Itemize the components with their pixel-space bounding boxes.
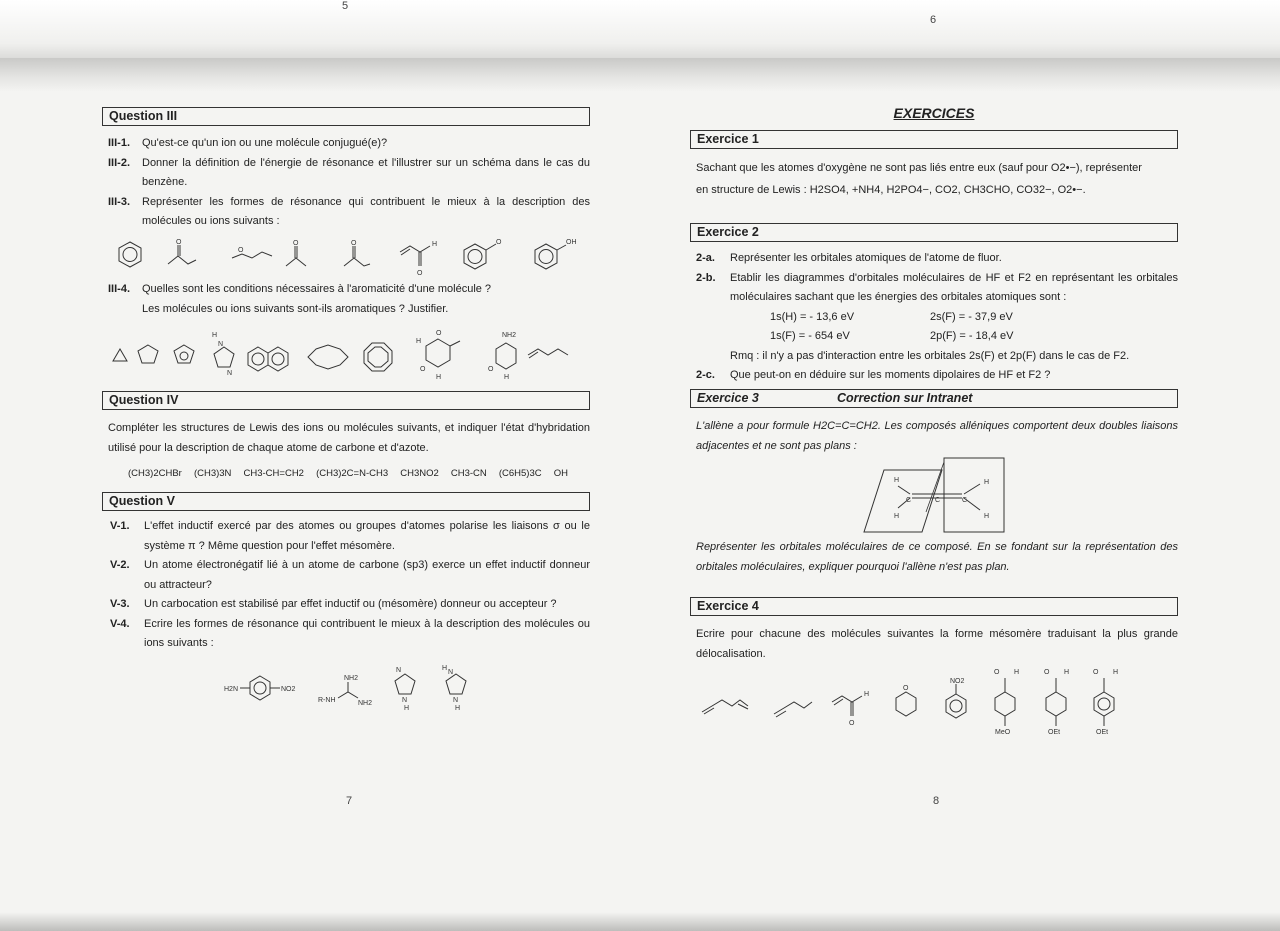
exercises-header: EXERCICES — [893, 105, 975, 121]
question-4-text: Compléter les structures de Lewis des ions ou molécules suivants, et indiquer l'état d'hybridation utilisé pour la description de chaque atome de carbone et d'azote. — [108, 422, 590, 454]
methyl-acetate-molecule — [168, 256, 196, 264]
item-text: Que peut-on en déduire sur les moments dipolaires de HF et F2 ? — [730, 369, 1051, 381]
allene-diagram — [862, 456, 1008, 534]
exercise-3-text2: Représenter les orbitales moléculaires de ce composé. En se fondant sur la représentation des orbitales moléculaires, expliquer pourquoi l'allène n'est pas plan. — [696, 541, 1178, 573]
o-label: O — [417, 270, 423, 276]
item-text: Ecrire les formes de résonance qui contribuent le mieux à la description des molécules ou ions suivants : — [144, 617, 590, 649]
nh2-label: NH2 — [502, 332, 517, 339]
formula: CH3NO2 — [400, 468, 439, 479]
c-label: C — [962, 497, 968, 504]
n-label: N — [448, 669, 454, 676]
energy-value: 2p(F) = - 18,4 eV — [930, 330, 1014, 342]
h-label: H — [984, 513, 990, 520]
item-number: V-1. — [110, 520, 130, 532]
h-label: H — [212, 332, 218, 339]
q5-item-4 — [110, 615, 590, 654]
nh2-label: NH2 — [358, 700, 373, 707]
imidazole-molecule — [395, 674, 415, 694]
h-label: H — [1064, 669, 1070, 676]
formula: (CH3)3N — [193, 468, 232, 479]
item-text: Qu'est-ce qu'un ion ou une molécule conjugué(e)? — [142, 137, 388, 149]
exercise-4-molecules — [700, 662, 1130, 738]
h-label: H — [894, 513, 900, 520]
exercise-2-title: Exercice 2 — [690, 223, 1178, 242]
ex2-item-c — [696, 366, 1178, 386]
question-4-section — [102, 391, 590, 484]
cyclodecapentaene-molecule — [308, 345, 348, 369]
o-label: O — [1044, 669, 1050, 676]
c-label: C — [906, 497, 912, 504]
exercise-3-text2-block — [696, 537, 1178, 577]
exercise-3-title-box — [690, 389, 1178, 408]
item-text: Représenter les orbitales atomiques de l'atome de fluor. — [730, 252, 1002, 264]
exercise-1-line2: en structure de Lewis : H2SO4, +NH4, H2PO4−, CO2, CH3CHO, CO32−, O2•−. — [696, 183, 1086, 196]
formula: CH3-CH=CH2 — [243, 468, 304, 479]
h-label: H — [416, 338, 422, 345]
o-label: O — [488, 366, 494, 373]
energies-table — [696, 308, 1178, 347]
item-text: Quelles sont les conditions nécessaires à l'aromaticité d'une molécule ? — [142, 283, 492, 295]
item-text: Donner la définition de l'énergie de résonance et l'illustrer sur un schéma dans le cas du benzène. — [142, 156, 590, 188]
ethoxybenzaldehyde-molecule — [1094, 692, 1114, 716]
enal-molecule — [832, 696, 862, 702]
thymine-molecule — [426, 339, 450, 367]
exercise-4-text: Ecrire pour chacune des molécules suivantes la forme mésomère traduisant la plus grande délocalisation. — [696, 628, 1178, 660]
exercise-3-note: Correction sur Intranet — [837, 391, 973, 405]
item-number: III-2. — [108, 156, 131, 169]
h2n-label: H2N — [224, 686, 239, 693]
q3-item-4 — [108, 280, 590, 319]
h-label: H — [432, 241, 438, 248]
phenol-molecule — [535, 244, 557, 269]
h-label: H — [984, 479, 990, 486]
energy-value: 2s(F) = - 37,9 eV — [930, 310, 1013, 323]
rnh-label: R-NH — [318, 697, 336, 704]
question-5-section — [102, 492, 590, 654]
q3-item-3 — [108, 193, 590, 232]
o-label: O — [1093, 669, 1099, 676]
nh2-label: NH2 — [344, 675, 359, 682]
h-label: H — [442, 665, 448, 672]
q3-item-1 — [108, 134, 590, 154]
exercise-1-line1: Sachant que les atomes d'oxygène ne sont pas liés entre eux (sauf pour O2•−), représenter — [696, 161, 1142, 174]
ex2-item-a — [696, 249, 1178, 269]
exercise-3-section — [690, 389, 1178, 456]
item-number: III-4. — [108, 283, 131, 295]
o-label: O — [420, 366, 426, 373]
o-label: O — [351, 240, 357, 247]
nitroaniline-molecule — [250, 676, 270, 700]
exercise-2-items — [690, 249, 1178, 386]
item-text: Un atome électronégatif lié à un atome de carbone (sp3) exerce un effet inductif donneur ou attracteur? — [144, 559, 590, 591]
formula: (C6H5)3C — [498, 468, 542, 479]
right-page — [690, 104, 1178, 201]
exercise-2-section — [690, 223, 1178, 386]
item-number: V-4. — [110, 617, 130, 630]
imidazolium-molecule — [446, 674, 466, 694]
o-label: O — [849, 720, 855, 727]
item-number: III-3. — [108, 195, 131, 208]
cyclopentadienyl-anion — [138, 345, 158, 363]
formula: (CH3)2CHBr — [128, 468, 182, 479]
q5-items — [102, 517, 590, 654]
o-label: O — [176, 239, 182, 246]
item-number: III-1. — [108, 137, 131, 149]
item-text: L'effet inductif exercé par des atomes ou groupes d'atomes polarise les liaisons σ ou le système π ? Même question pour l'effet mésomère. — [144, 520, 590, 552]
no2-label: NO2 — [281, 686, 296, 693]
question-3-title: Question III — [102, 107, 590, 126]
acetone-molecule — [286, 258, 306, 266]
energy-value: 1s(H) = - 13,6 eV — [770, 310, 855, 323]
item-text: Etablir les diagrammes d'orbitales moléculaires de HF et F2 en représentant les orbitales moléculaires sachant que les énergies des orbitales atomiques sont : — [730, 271, 1178, 303]
n-label: N — [453, 697, 459, 704]
o-label: O — [238, 247, 244, 254]
exercise-4-section — [690, 597, 1178, 664]
o-label: O — [994, 669, 1000, 676]
formula: (CH3)2C=N-CH3 — [316, 468, 389, 479]
item-number: V-2. — [110, 559, 130, 571]
left-page — [102, 107, 590, 232]
butadiene-molecule — [774, 702, 812, 714]
item-text-line2: Les molécules ou ions suivants sont-ils aromatiques ? Justifier. — [142, 302, 449, 315]
cyclopropenyl-cation — [113, 349, 127, 361]
item-number: V-3. — [110, 598, 130, 610]
nitrobenzene-molecule — [946, 694, 966, 718]
o-label: O — [903, 685, 909, 692]
plane-2 — [944, 458, 1004, 532]
n-label: N — [218, 341, 224, 348]
scan-top-edge — [0, 0, 1280, 62]
no2-label: NO2 — [950, 678, 965, 685]
h-label: H — [894, 477, 900, 484]
page-number-6: 6 — [930, 14, 937, 26]
n-label: N — [227, 370, 233, 377]
h-label: H — [504, 374, 510, 381]
formula: OH — [553, 468, 568, 479]
h-label: H — [864, 691, 870, 698]
page-number-7: 7 — [346, 795, 353, 807]
question-4-title: Question IV — [102, 391, 590, 410]
exercise-3-title: Exercice 3 — [697, 391, 759, 405]
o-label: O — [293, 240, 299, 247]
q4-formula-row — [102, 458, 590, 484]
oh-label: OH — [566, 239, 577, 246]
ethoxy-aldehyde-molecule — [1046, 692, 1066, 716]
energy-value: 1s(F) = - 654 eV — [770, 330, 850, 342]
item-number: 2-c. — [696, 369, 715, 381]
ex2-remark: Rmq : il n'y a pas d'interaction entre les orbitales 2s(F) et 2p(F) dans le cas de F2. — [730, 349, 1130, 362]
exercise-1-title: Exercice 1 — [690, 130, 1178, 149]
scan-fold-shadow — [0, 58, 1280, 92]
naphthalene-molecule — [248, 347, 288, 371]
o-label: O — [436, 330, 442, 337]
oet-label: OEt — [1048, 729, 1061, 736]
item-text: Représenter les formes de résonance qui contribuent le mieux à la description des molécules ou ions suivants : — [142, 195, 590, 227]
exercise-1-text — [690, 157, 1178, 201]
page-number-5: 5 — [342, 0, 349, 12]
q5-item-1 — [110, 517, 590, 556]
phenolate-molecule — [464, 244, 486, 269]
exercise-4-title: Exercice 4 — [690, 597, 1178, 616]
q3-item-2 — [108, 154, 590, 193]
formula: CH3-CN — [450, 468, 487, 479]
oet-label: OEt — [1096, 729, 1109, 736]
n-label: N — [396, 667, 402, 674]
h-label: H — [1014, 669, 1020, 676]
benzene-molecule — [119, 242, 141, 267]
q3-aromatic-molecules-row — [108, 327, 590, 385]
o-label: O — [496, 239, 502, 246]
dihydropyran-molecule — [896, 692, 916, 716]
exercise-3-text1: L'allène a pour formule H2C=C=CH2. Les composés alléniques comportent deux doubles liaisons adjacentes et ne sont pas plans : — [696, 420, 1178, 452]
ex2-item-b — [696, 269, 1178, 308]
q5-molecules-row — [220, 662, 480, 714]
h-label: H — [404, 705, 410, 712]
item-number: 2-b. — [696, 271, 716, 284]
q5-item-2 — [110, 556, 590, 595]
h-label: H — [436, 374, 442, 381]
question-5-title: Question V — [102, 492, 590, 511]
item-text: Un carbocation est stabilisé par effet inductif ou (mésomère) donneur ou accepteur ? — [144, 598, 557, 610]
imidazole-molecule — [214, 347, 234, 367]
guanidinium-molecule — [338, 692, 358, 698]
scan-bottom-edge — [0, 912, 1280, 931]
enone-molecule — [400, 246, 430, 252]
n-label: N — [402, 697, 408, 704]
meo-label: MeO — [995, 729, 1011, 736]
q5-item-3 — [110, 595, 590, 615]
c-label: C — [935, 497, 941, 504]
h-label: H — [455, 705, 461, 712]
page-number-8: 8 — [933, 795, 940, 807]
h-label: H — [1113, 669, 1119, 676]
question-3-items — [102, 134, 590, 232]
cytosine-molecule — [496, 343, 516, 369]
methoxy-aldehyde-molecule — [995, 692, 1015, 716]
acetate-ion-molecule — [344, 258, 370, 266]
q3-molecules-row — [110, 236, 590, 276]
item-number: 2-a. — [696, 252, 715, 264]
